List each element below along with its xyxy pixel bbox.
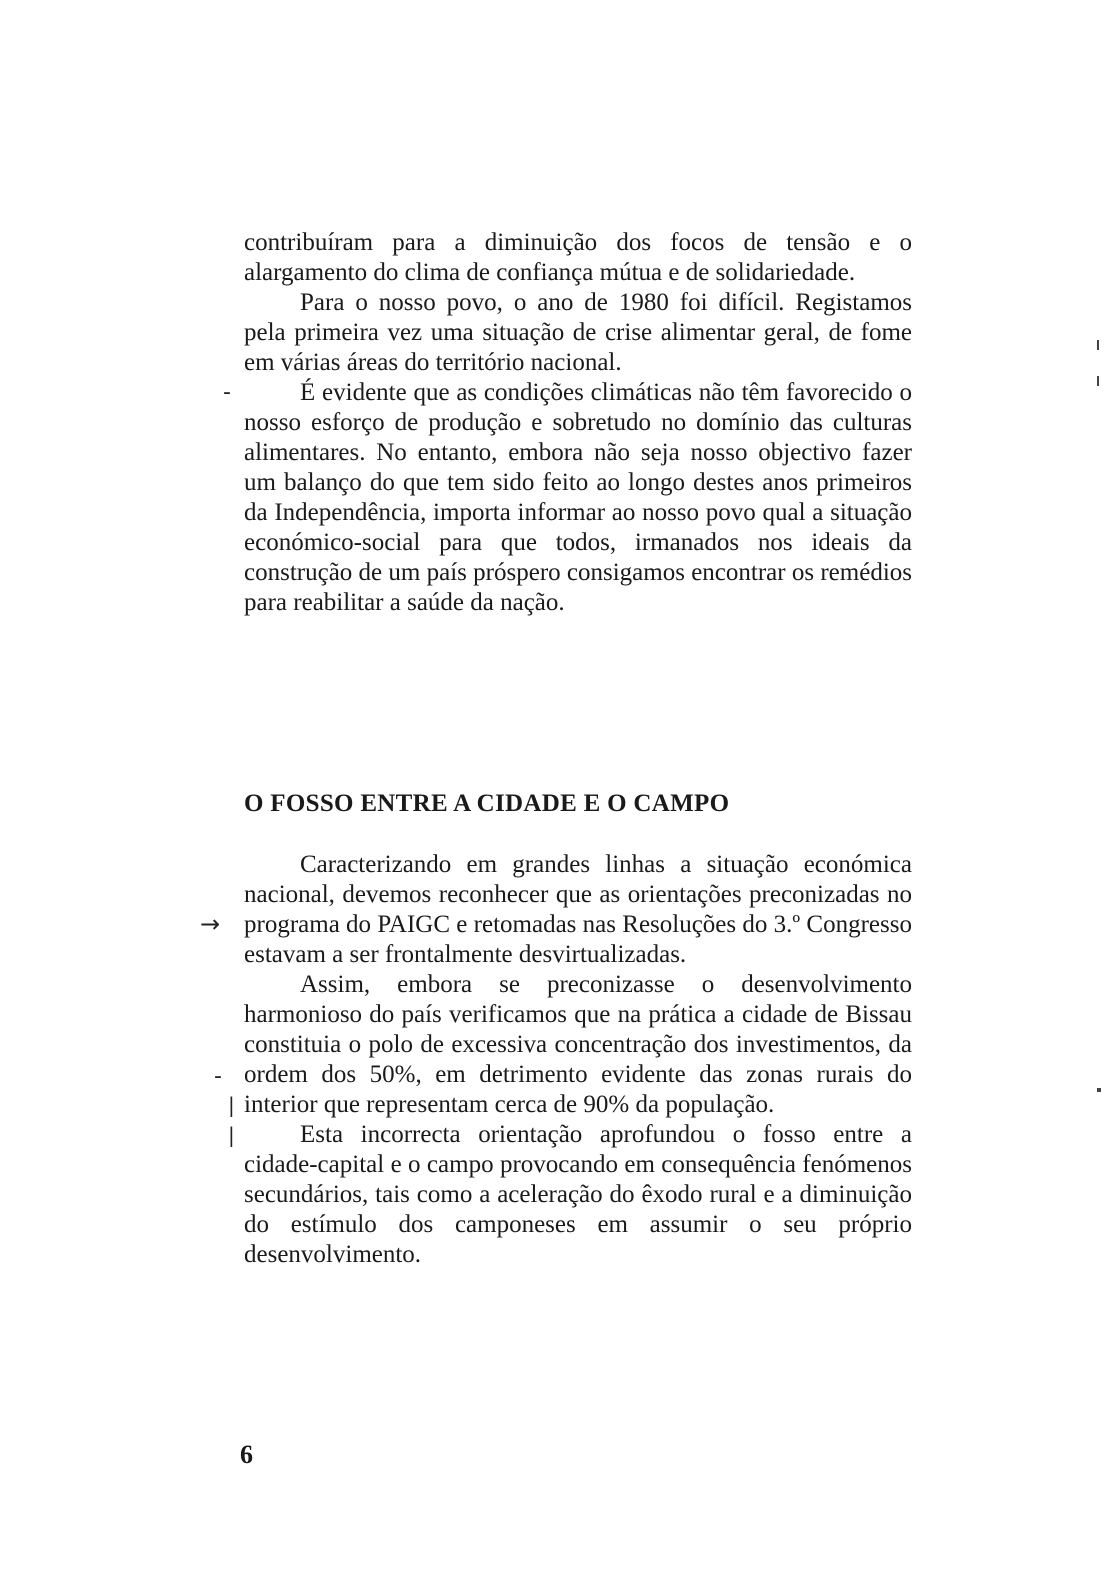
page-number: 6: [240, 1440, 253, 1469]
text-section-after-heading: [244, 850, 912, 1270]
paragraph-continuation: contribuíram para a diminuição dos focos de tensão e o alargamento do clima de confiança mútua e de solidariedade.: [244, 229, 912, 286]
margin-arrow-icon: →: [200, 910, 221, 938]
scan-speck: [1097, 340, 1099, 350]
margin-dash-mark: -: [223, 380, 231, 405]
scan-speck: [1097, 1088, 1101, 1092]
margin-bar-mark: |: [228, 1093, 235, 1117]
scan-speck: [1097, 376, 1099, 386]
paragraph-economic-situation: Caracterizando em grandes linhas a situação económica nacional, devemos reconhecer que as orientações preconizadas no programa do PAIGC e retomadas nas Resoluções do 3.º Congresso estavam a ser frontalmente desvirtualizadas.: [244, 851, 912, 968]
paragraph-bissau-investment: Assim, embora se preconizasse o desenvolvimento harmonioso do país verificamos que na prática a cidade de Bissau constituia o polo de excessiva concentração dos investimentos, da ordem dos 50%, em detrimento evidente das zonas rurais do interior que representam cerca de 90% da população.: [244, 971, 912, 1118]
section-heading: O FOSSO ENTRE A CIDADE E O CAMPO: [244, 790, 730, 817]
text-section-before-heading: [244, 228, 912, 618]
margin-bar-mark: |: [228, 1123, 235, 1147]
paragraph-1980: Para o nosso povo, o ano de 1980 foi difícil. Registamos pela primeira vez uma situação de crise alimentar geral, de fome em várias áreas do território nacional.: [244, 289, 912, 376]
paragraph-rural-exodus: Esta incorrecta orientação aprofundou o fosso entre a cidade-capital e o campo provocando em consequência fenómenos secundários, tais como a aceleração do êxodo rural e a diminuição do estímulo dos camponeses em assumir o seu próprio desenvolvimento.: [244, 1121, 912, 1268]
margin-dash-mark: -: [214, 1064, 222, 1089]
paragraph-climatic-conditions: É evidente que as condições climáticas não têm favorecido o nosso esforço de produção e sobretudo no domínio das culturas alimentares. No entanto, embora não seja nosso objectivo fazer um balanço do que tem sido feito ao longo destes anos primeiros da Independência, importa informar ao nosso povo qual a situação económico-social para que todos, irmanados nos ideais da construção de um país próspero consigamos encontrar os remédios para reabilitar a saúde da nação.: [244, 379, 912, 616]
